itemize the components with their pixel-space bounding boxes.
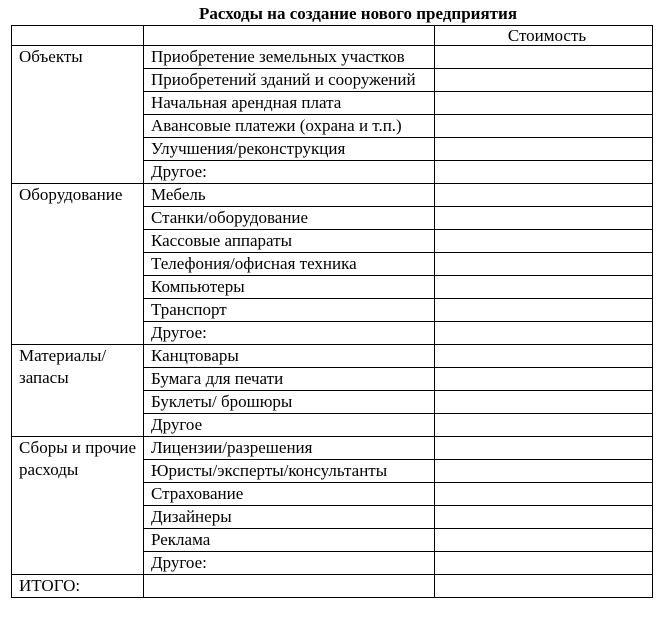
category-cell-materials: Материалы/ запасы xyxy=(12,345,144,437)
item-cell: Юристы/эксперты/консультанты xyxy=(144,460,435,483)
cost-cell xyxy=(435,184,653,207)
cost-cell xyxy=(435,276,653,299)
cost-cell xyxy=(435,69,653,92)
header-cost-cell: Стоимость xyxy=(435,26,653,46)
document-title: Расходы на создание нового предприятия xyxy=(198,4,518,23)
cost-cell xyxy=(435,437,653,460)
cost-cell xyxy=(435,506,653,529)
cost-cell xyxy=(435,207,653,230)
item-cell: Канцтовары xyxy=(144,345,435,368)
table-row xyxy=(12,184,653,207)
item-cell: Страхование xyxy=(144,483,435,506)
total-cost-cell xyxy=(435,575,653,598)
category-cell-objects: Объекты xyxy=(12,46,144,184)
item-cell: Другое: xyxy=(144,322,435,345)
table-header-row xyxy=(12,26,653,46)
item-cell: Станки/оборудование xyxy=(144,207,435,230)
total-item-cell xyxy=(144,575,435,598)
table-row xyxy=(12,46,653,69)
item-cell: Другое: xyxy=(144,552,435,575)
item-cell: Бумага для печати xyxy=(144,368,435,391)
cost-cell xyxy=(435,115,653,138)
total-row xyxy=(12,575,653,598)
table-row xyxy=(12,345,653,368)
cost-cell xyxy=(435,161,653,184)
cost-cell xyxy=(435,368,653,391)
item-cell: Приобретений зданий и сооружений xyxy=(144,69,435,92)
item-cell: Кассовые аппараты xyxy=(144,230,435,253)
total-label-cell: ИТОГО: xyxy=(12,575,144,598)
cost-cell xyxy=(435,253,653,276)
item-cell: Транспорт xyxy=(144,299,435,322)
cost-cell xyxy=(435,299,653,322)
table-row xyxy=(12,437,653,460)
item-cell: Реклама xyxy=(144,529,435,552)
item-cell: Компьютеры xyxy=(144,276,435,299)
cost-cell xyxy=(435,230,653,253)
cost-cell xyxy=(435,552,653,575)
header-item-cell xyxy=(144,26,435,46)
cost-cell xyxy=(435,322,653,345)
cost-cell xyxy=(435,138,653,161)
cost-cell xyxy=(435,529,653,552)
item-cell: Приобретение земельных участков xyxy=(144,46,435,69)
item-cell: Буклеты/ брошюры xyxy=(144,391,435,414)
cost-cell xyxy=(435,483,653,506)
cost-cell xyxy=(435,460,653,483)
item-cell: Другое: xyxy=(144,161,435,184)
header-category-cell xyxy=(12,26,144,46)
cost-cell xyxy=(435,92,653,115)
cost-cell xyxy=(435,46,653,69)
cost-cell xyxy=(435,345,653,368)
category-cell-fees: Сборы и прочие расходы xyxy=(12,437,144,575)
item-cell: Дизайнеры xyxy=(144,506,435,529)
item-cell: Улучшения/реконструкция xyxy=(144,138,435,161)
item-cell: Лицензии/разрешения xyxy=(144,437,435,460)
expenses-table xyxy=(11,25,653,598)
category-cell-equipment: Оборудование xyxy=(12,184,144,345)
item-cell: Телефония/офисная техника xyxy=(144,253,435,276)
cost-cell xyxy=(435,414,653,437)
item-cell: Начальная арендная плата xyxy=(144,92,435,115)
item-cell: Авансовые платежи (охрана и т.п.) xyxy=(144,115,435,138)
item-cell: Мебель xyxy=(144,184,435,207)
item-cell: Другое xyxy=(144,414,435,437)
cost-cell xyxy=(435,391,653,414)
